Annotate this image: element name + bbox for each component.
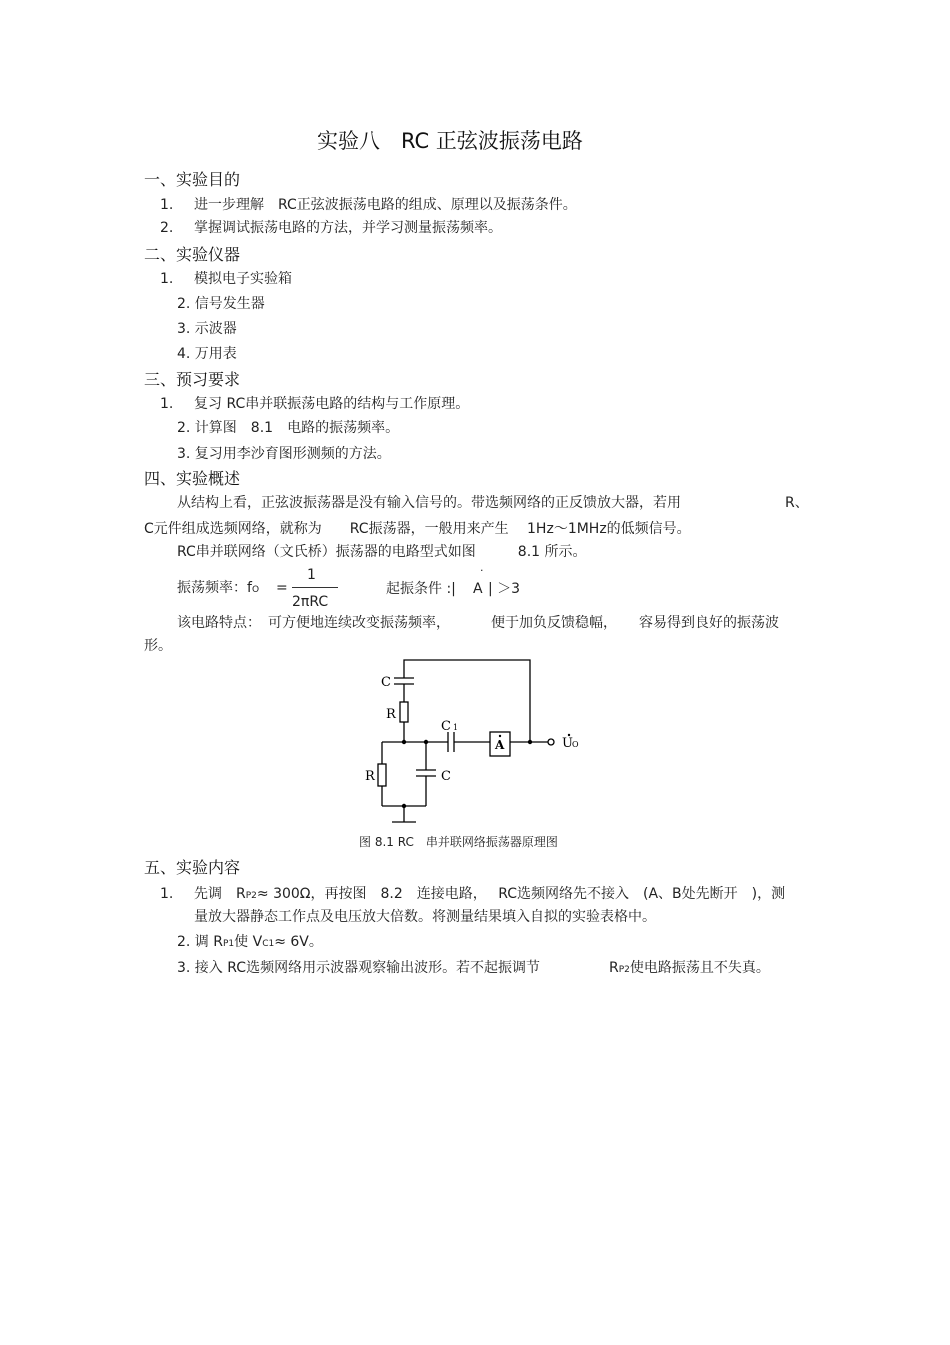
amp-dot-accent — [499, 735, 501, 737]
label-r-top: R — [386, 707, 396, 722]
label-c1-sub: 1 — [453, 723, 459, 732]
condition-value: | ＞3 — [488, 581, 521, 597]
list-item: 掌握调试振荡电路的方法，并学习测量振荡频率。 — [194, 220, 502, 236]
label-output: U — [562, 736, 573, 751]
label-c1: C — [441, 719, 451, 734]
formula-numerator: 1 — [307, 567, 316, 583]
label-r-bottom: R — [365, 769, 375, 784]
list-item-number: 1. — [160, 886, 174, 902]
circuit-diagram — [360, 650, 600, 830]
list-item-tail: RP2使电路振荡且不失真。 — [609, 960, 770, 976]
formula-label: 振荡频率：fO — [177, 580, 260, 596]
list-item: 3. 接入 RC选频网络用示波器观察输出波形。若不起振调节 — [177, 960, 541, 976]
paragraph-line-end: R、 — [785, 495, 809, 511]
condition-variable: A — [473, 581, 483, 597]
paragraph-line: RC串并联网络（文氏桥）振荡器的电路型式如图 8.1 所示。 — [177, 544, 587, 560]
list-item: 4. 万用表 — [177, 346, 237, 362]
list-item-number: 1. — [160, 197, 174, 213]
list-item: 3. 复习用李沙育图形测频的方法。 — [177, 446, 391, 462]
list-item-number: 1. — [160, 271, 174, 287]
section-heading-overview: 四、实验概述 — [144, 469, 241, 488]
figure-caption: 图 8.1 RC 串并联网络振荡器原理图 — [359, 835, 558, 849]
paragraph-line: 形。 — [144, 638, 172, 654]
list-item: 3. 示波器 — [177, 321, 237, 337]
fraction-bar — [292, 587, 338, 588]
paragraph-line: 便于加负反馈稳幅， — [491, 615, 617, 631]
list-item: 2. 调 RP1使 VC1≈ 6V。 — [177, 934, 323, 950]
list-item: 进一步理解 RC正弦波振荡电路的组成、原理以及振荡条件。 — [194, 197, 577, 213]
section-heading-purpose: 一、实验目的 — [144, 170, 241, 189]
label-output-sub: O — [572, 740, 579, 749]
junction-dot — [528, 740, 532, 744]
list-item: 复习 RC串并联振荡电路的结构与工作原理。 — [194, 396, 470, 412]
resistor-series — [400, 702, 408, 722]
list-item-number: 2. — [160, 220, 174, 236]
list-item: 先调 RP2≈ 300Ω，再按图 8.2 连接电路， RC选频网络先不接入 (A、B处先断开 )，测 — [194, 886, 786, 902]
list-item-number: 1. — [160, 396, 174, 412]
list-item: 2. 计算图 8.1 电路的振荡频率。 — [177, 420, 400, 436]
paragraph-line: 容易得到良好的振荡波 — [639, 615, 779, 631]
formula-denominator: 2πRC — [292, 594, 329, 610]
junction-dot — [402, 804, 406, 808]
dot-accent: · — [480, 564, 484, 577]
list-item: 2. 信号发生器 — [177, 296, 265, 312]
list-item: 模拟电子实验箱 — [194, 271, 292, 287]
oscillation-condition-label: 起振条件 :| — [386, 581, 456, 597]
paragraph-line: 从结构上看，正弦波振荡器是没有输入信号的。带选频网络的正反馈放大器，若用 — [177, 495, 681, 511]
paragraph-line: 该电路特点： 可方便地连续改变振荡频率， — [177, 615, 450, 631]
paragraph-line: C元件组成选频网络，就称为 RC振荡器，一般用来产生 1Hz～1MHz的低频信号。 — [144, 521, 691, 537]
label-amplifier: A — [495, 738, 505, 752]
section-heading-preview: 三、预习要求 — [144, 370, 241, 389]
formula-equals: = — [276, 580, 288, 596]
feedback-wire — [404, 660, 530, 742]
label-c-bottom: C — [441, 769, 451, 784]
list-item-line: 量放大器静态工作点及电压放大倍数。将测量结果填入自拟的实验表格中。 — [194, 909, 656, 925]
page-title: 实验八 RC 正弦波振荡电路 — [317, 129, 583, 153]
section-heading-instruments: 二、实验仪器 — [144, 245, 241, 264]
label-c-top: C — [381, 675, 391, 690]
section-heading-content: 五、实验内容 — [144, 858, 241, 877]
output-terminal — [548, 739, 554, 745]
resistor-parallel — [378, 764, 386, 786]
junction-dot — [402, 740, 406, 744]
junction-dot — [424, 740, 428, 744]
